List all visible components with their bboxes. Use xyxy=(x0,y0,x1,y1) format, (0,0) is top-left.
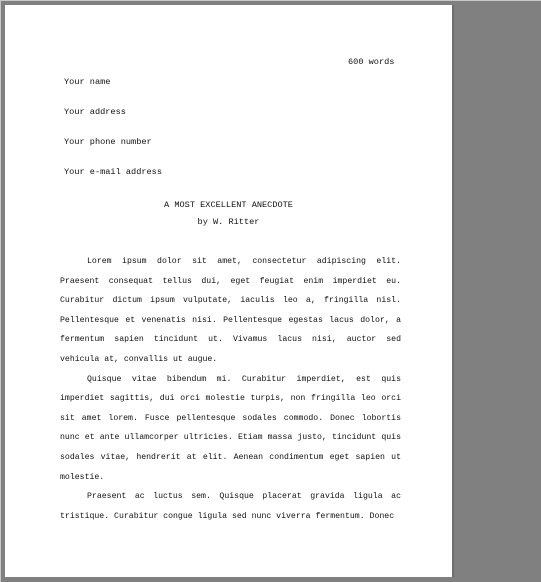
page-shadow-edge xyxy=(452,5,454,577)
author-name: Your name xyxy=(64,77,111,87)
manuscript-page xyxy=(5,5,452,577)
author-email: Your e-mail address xyxy=(64,167,162,177)
contact-block xyxy=(64,57,162,197)
story-body xyxy=(60,252,401,526)
story-byline: by W. Ritter xyxy=(197,217,260,227)
word-count: 600 words xyxy=(348,57,395,67)
paragraph: Lorem ipsum dolor sit amet, consectetur adipiscing elit. Praesent consequat tellus dui, eget feugiat enim imperdiet eu. Curabitur dictum ipsum vulputate, iaculis leo a, fringilla nisl. Pellentesque et venenatis nisi. Pellentesque egestas lacus dolor, a fermentum sapien tincidunt ut. Vivamus lacus nisi, auctor sed vehicula at, convallis ut augue. xyxy=(60,257,401,364)
author-address: Your address xyxy=(64,107,126,117)
author-phone: Your phone number xyxy=(64,137,152,147)
paragraph: Praesent ac luctus sem. Quisque placerat gravida ligula ac tristique. Curabitur congue ligula sed nunc viverra fermentum. Donec xyxy=(60,492,401,521)
story-title: A MOST EXCELLENT ANECDOTE xyxy=(164,200,293,210)
paragraph: Quisque vitae bibendum mi. Curabitur imperdiet, est quis imperdiet sagittis, dui orci molestie turpis, non fringilla leo orci sit amet lorem. Fusce pellentesque sodales commodo. Donec lobortis nunc et ante ullamcorper ultricies. Etiam massa justo, tincidunt quis sodales vitae, hendrerit at elit. Aenean condimentum eget sapien ut molestie. xyxy=(60,374,401,482)
